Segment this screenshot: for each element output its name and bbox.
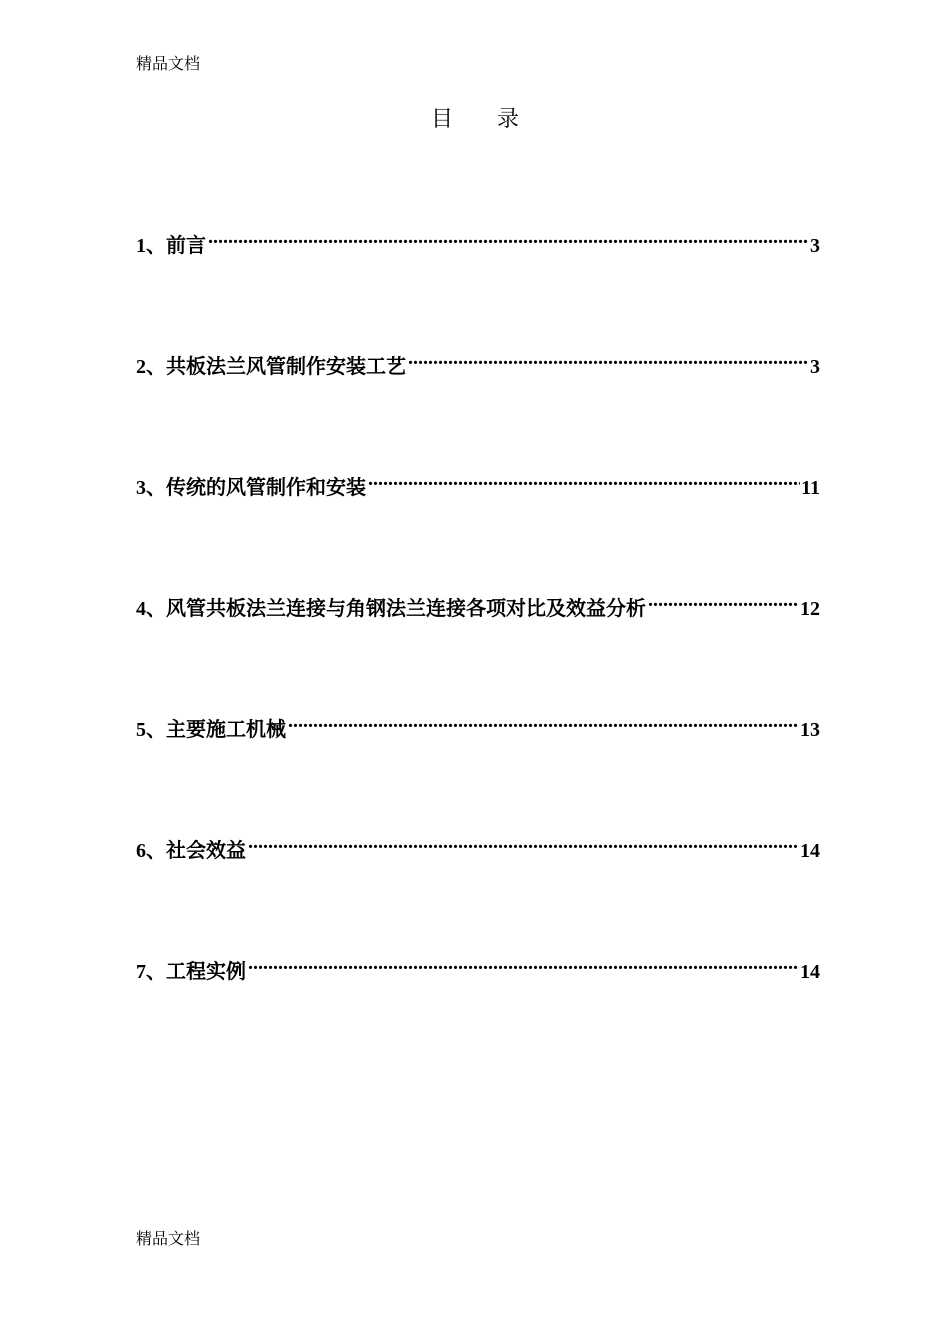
toc-entry-page: 11 [800,473,820,503]
toc-title [0,106,950,134]
toc-entry-2[interactable] [136,343,820,378]
toc-entry-number: 4 [136,598,146,620]
toc-entry-page: 3 [809,231,820,261]
toc-entry-3[interactable] [136,464,820,499]
toc-entry-6[interactable] [136,827,820,862]
toc-entry-label: 、共板法兰风管制作安装工艺 [146,354,406,378]
toc-entry-number: 6 [136,840,146,862]
toc-dot-leader [648,585,799,615]
toc-entry-label: 、工程实例 [146,959,246,983]
toc-entry-number: 3 [136,477,146,499]
toc-entry-7[interactable] [136,948,820,983]
toc-entry-4[interactable] [136,585,820,620]
toc-dot-leader [408,343,809,373]
toc-entry-page: 14 [799,836,820,866]
toc-title-char-1: 目 [430,107,453,132]
toc-title-char-2: 录 [497,107,520,132]
toc-dot-leader [248,827,799,857]
toc-entry-number: 2 [136,356,146,378]
page-header: 精品文档 [136,54,201,73]
toc-entry-label: 、主要施工机械 [146,717,286,741]
toc-entry-label: 、社会效益 [146,838,246,862]
toc-entry-page: 12 [799,594,820,624]
toc-entry-number: 1 [136,235,146,257]
toc-entry-number: 7 [136,961,146,983]
toc-entry-number: 5 [136,719,146,741]
toc-dot-leader [248,948,799,978]
toc-entry-label: 、传统的风管制作和安装 [146,475,366,499]
toc-entry-page: 14 [799,957,820,987]
toc-entry-page: 13 [799,715,820,745]
toc-entry-label: 、前言 [146,233,206,257]
toc-entry-page: 3 [809,352,820,382]
toc-dot-leader [208,222,809,252]
toc-entry-1[interactable] [136,222,820,257]
toc-dot-leader [288,706,799,736]
toc-entry-label: 、风管共板法兰连接与角钢法兰连接各项对比及效益分析 [146,596,646,620]
toc-entry-5[interactable] [136,706,820,741]
page-footer: 精品文档 [136,1229,201,1248]
toc-dot-leader [368,464,800,494]
